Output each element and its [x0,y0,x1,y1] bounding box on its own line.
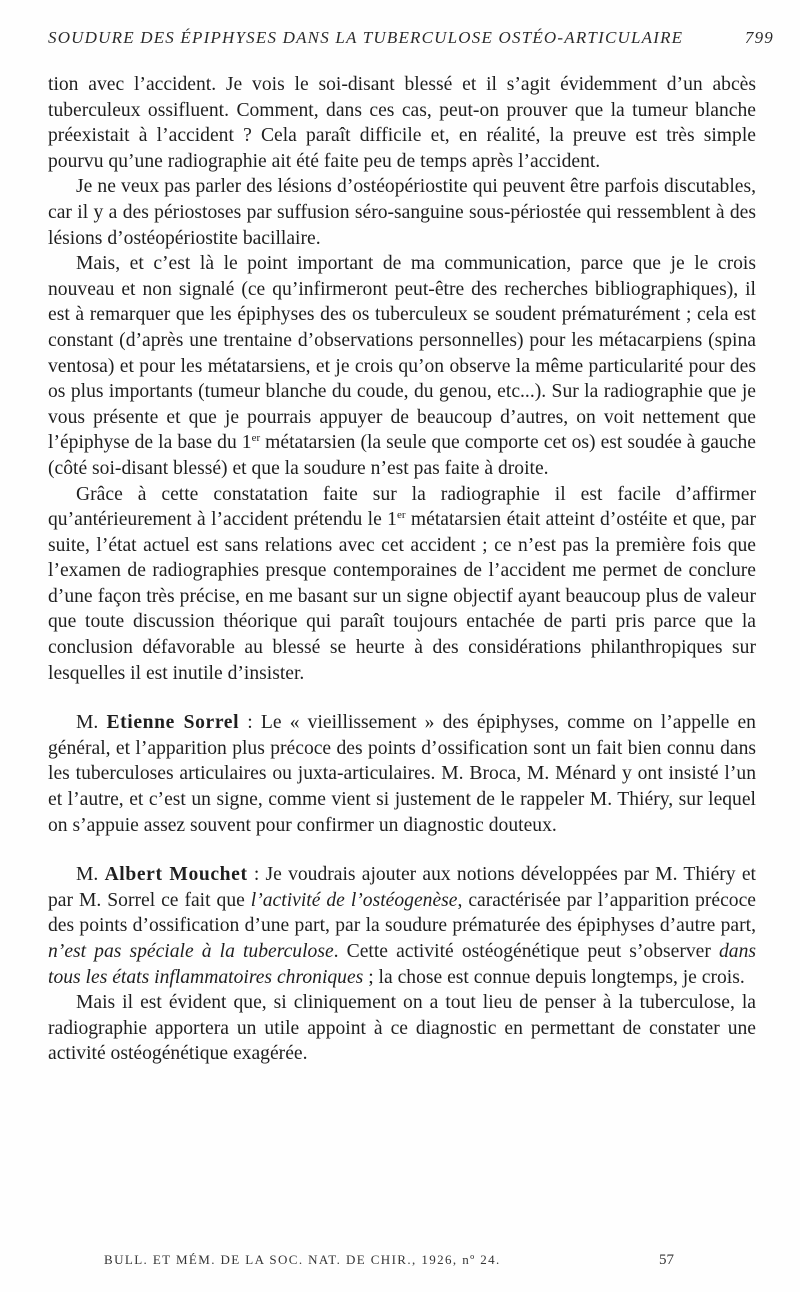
running-header [48,28,774,48]
running-title: SOUDURE DES ÉPIPHYSES DANS LA TUBERCULOSE OSTÉO-ARTICULAIRE [48,28,684,47]
speech-emphasis: dans tous les états inflammatoires chroniques [48,941,756,988]
speech-mouchet [48,862,756,990]
paragraph [48,174,756,251]
journal-citation: BULL. ET MÉM. DE LA SOC. NAT. DE CHIR., 1926, nº 24. [104,1252,501,1267]
paragraph-text: Mais, et c’est là le point important de ma communication, parce que je le crois nouveau et non signalé (ce qu’infirmeront peut-être des recherches bibliographiques), il est à remarquer que les épiphyses des os tuberculeux se soudent prématurément ; cela est constant (d’après une trentaine d’observations personnelles) pour les métacarpiens (spina ventosa) et pour les métatarsiens, et je crois qu’on observe la même particularité pour des os plus importants (tumeur blanche du coude, du genou, etc...). Sur la radiographie que je vous présente et que je pourrais appuyer de beaucoup d’autres, on voit nettement que l’épiphyse de la base du 1 [48,253,756,454]
paragraph-text: tion avec l’accident. Je vois le soi-disant blessé et il s’agit évidemment d’un abcès tuberculeux ossifluent. Comment, dans ces cas, peut-on prouver que la tumeur blanche préexistait à l’accident ? Cela paraît difficile et, en réalité, la preuve est très simple pourvu qu’une radiographie ait été faite peu de temps après l’accident. [48,74,756,172]
page-number: 799 [744,28,774,47]
speaker-name: Albert Mouchet [104,864,248,886]
paragraph [48,482,756,687]
paragraph-text: Grâce à cette constatation faite sur la radiographie il est facile d’affirmer qu’antérieurement à l’accident prétendu le 1 [48,483,756,531]
speech-text: : Je voudrais ajouter aux notions développées par M. Thiéry et par M. Sorrel ce fait que [48,864,756,911]
speech-emphasis: l’activité de l’ostéogenèse [250,889,458,911]
paragraph [48,251,756,481]
speech-text: : Le « vieillissement » des épiphyses, comme on l’appelle en général, et l’apparition plus précoce des points d’ossification sont un fait bien connu dans les tuberculoses articulaires ou juxta-articulaires. M. Broca, M. Ménard y ont insisté l’un et l’autre, et c’est un signe, comme vient si justement de le rappeler M. Thiéry, sur lequel on s’appuie assez souvent pour confirmer un diagnostic douteux. [48,712,756,836]
signature-mark: 57 [659,1252,674,1268]
speaker-title: M. [76,712,99,734]
speech-text: . Cette activité ostéogénétique peut s’observer [333,941,719,962]
paragraph-text: métatarsien était atteint d’ostéite et que, par suite, l’état actuel est sans relations avec cet accident ; ce n’est pas la première fois que l’examen de radiographies presque contemporaines de l’accident me permet de conclure d’une façon très précise, en me basant sur un signe objectif ayant beaucoup plus de valeur que toute discussion théorique qui paraît toujours entachée de parti pris parce que la conclusion défavorable au blessé se heurte à des considérations philanthropiques sur lesquelles il est inutile d’insister. [48,509,756,684]
speech-sorrel [48,710,756,838]
paragraph-text: métatarsien (la seule que comporte cet os) est soudée à gauche (côté soi-disant blessé) et que la soudure n’est pas faite à droite. [48,432,756,479]
page-footer [104,1252,674,1269]
speaker-name: Etienne Sorrel [106,712,240,734]
paragraph [48,72,756,174]
superscript: er [396,509,406,522]
speaker-title: M. [76,864,99,886]
speech-text: ; la chose est connue depuis longtemps, je crois. [363,966,745,988]
paragraph [48,990,756,1067]
superscript: er [251,432,261,445]
paragraph-text: Je ne veux pas parler des lésions d’ostéopériostite qui peuvent être parfois discutables, car il y a des périostoses par suffusion séro-sanguine sous-périostée qui ressemblent à des lésions d’ostéopériostite bacillaire. [48,176,756,249]
speech-text: , caractérisée par l’apparition précoce des points d’ossification d’une part, par la soudure prématurée des épiphyses d’autre part, [48,889,756,937]
body-text [48,72,756,1067]
speech-emphasis: n’est pas spéciale à la tuberculose [48,941,334,962]
paragraph-text: Mais il est évident que, si cliniquement on a tout lieu de penser à la tuberculose, la radiographie apportera un utile appoint à ce diagnostic en permettant de constater une activité ostéogénétique exagérée. [48,992,756,1065]
